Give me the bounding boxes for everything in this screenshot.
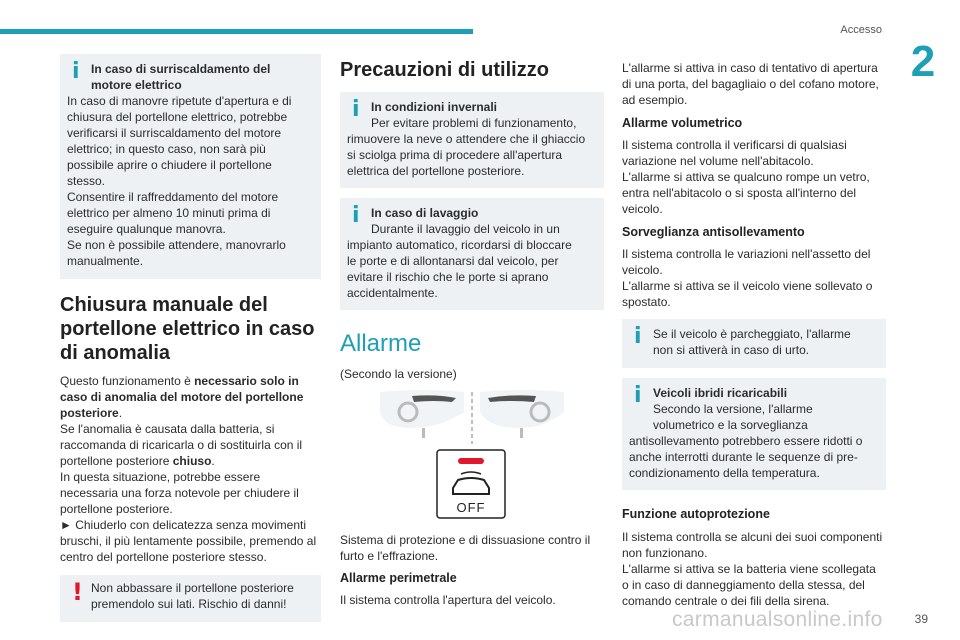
section-title: Accesso	[840, 24, 882, 36]
selfprotect-heading: Funzione autoprotezione	[622, 507, 770, 521]
overheat-line: elettrico; in questo caso, non sarà più	[67, 142, 266, 156]
info-icon: i	[634, 324, 642, 349]
winter-info-box: i In condizioni invernali Per evitare problemi di funzionamento, rimuovere la neve o attendere che il ghiaccio si sciolga prima di procedere all'apertura elettrica del portellone posteriore.	[340, 92, 604, 188]
chapter-number: 2	[910, 37, 936, 86]
alarm-heading: Allarme	[340, 330, 422, 357]
volumetric-heading: Allarme volumetrico	[622, 116, 743, 130]
alarm-illustration	[340, 388, 604, 524]
warning-icon: !	[72, 578, 83, 606]
overheat-line: chiusura del portellone elettrico, potrebbe	[67, 110, 288, 124]
overheat-line: elettrico per almeno 10 minuti prima di	[67, 206, 271, 220]
manual-close-body: Questo funzionamento è necessario solo in caso di anomalia del motore del portellone posteriore. Se l'anomalia è causata dalla batteria, si raccomanda di ricaricarla o di sostituirla con il portellone posteriore chiuso. In questa situazione, potrebbe essere necessaria una forza notevole per chiudere il portellone posteriore. ► Chiuderlo con delicatezza senza movimenti bruschi, il più lentamente possibile, premendo al centro del portellone posteriore stesso.	[60, 374, 317, 564]
watermark: carmanualsonline.info	[672, 608, 883, 631]
overheat-line: verificarsi il surriscaldamento del motore	[67, 126, 282, 140]
overheat-info-box	[60, 54, 321, 279]
perimeter-heading: Allarme perimetrale	[340, 571, 457, 585]
off-label: OFF	[456, 500, 486, 515]
warning-box: ! Non abbassare il portellone posteriore premendolo sui lati. Rischio di danni!	[60, 575, 321, 622]
column-3: L'allarme si attiva in caso di tentativo di apertura di una porta, del bagagliaio o del cofano motore, ad esempio. Allarme volumetrico Il sistema controlla il verificarsi di qualsiasi variazione nel volume nell'abitacolo. L'allarme si attiva se qualcuno rompe un vetro, entra nell'abitacolo o si sposta all'interno del veicolo. Sorveglianza antisollevamento Il sistema controlla le variazioni nell'assetto del veicolo. L'allarme si attiva se il veicolo viene sollevato o spostato. i Se il veicolo è parcheggiato, l'allarme non si attiverà in caso di urto. i Veicoli ibridi ricaricabili Secondo la versione, l'allarme volumetrico e la sorveglianza antisollevamento potrebbero essere ridotti o anche interrotti durante le sequenze di pre- condizionamento della temperatura. Funzione autoprotezione Il sistema controlla se alcuni dei suoi componenti non funzionano. L'allarme si attiva se la batteria viene scollegata o in caso di danneggiamento della stessa, del comando centrale o dei fili della sirena.	[622, 60, 886, 609]
overheat-line: In caso di manovre ripetute d'apertura e di	[67, 94, 292, 108]
alarm-caption-line: Sistema di protezione e di dissuasione contro il	[340, 533, 591, 547]
precautions-heading: Precauzioni di utilizzo	[340, 59, 549, 81]
alarm-off-button-icon	[437, 450, 505, 518]
overheat-line: stesso.	[67, 174, 106, 188]
overheat-line: Se non è possibile attendere, manovrarlo	[67, 238, 286, 252]
mirror-left-icon	[380, 390, 464, 438]
version-note: (Secondo la versione)	[340, 367, 457, 381]
hybrid-info-box: i Veicoli ibridi ricaricabili Secondo la versione, l'allarme volumetrico e la sorveglianza antisollevamento potrebbero essere ridotti o anche interrotti durante le sequenze di pre- condizionamento della temperatura.	[622, 378, 886, 490]
perimeter-text: Il sistema controlla l'apertura del veicolo.	[340, 593, 556, 607]
column-2	[340, 54, 604, 608]
overheat-line: manualmente.	[67, 254, 144, 268]
info-icon: i	[352, 97, 360, 122]
parked-info-box: i Se il veicolo è parcheggiato, l'allarme non si attiverà in caso di urto.	[622, 319, 886, 368]
alarm-figure	[340, 388, 604, 524]
overheat-title: In caso di surriscaldamento del motore elettrico	[91, 62, 271, 92]
alarm-caption-line: furto e l'effrazione.	[340, 549, 439, 563]
mirror-right-icon	[480, 390, 564, 438]
wash-info-box: i In caso di lavaggio Durante il lavaggio del veicolo in un impianto automatico, ricordarsi di bloccare le porte e di allontanarsi dal veicolo, per evitare il rischio che le porte si aprano accidentalmente.	[340, 198, 604, 310]
overheat-line: eseguire qualunque manovra.	[67, 222, 226, 236]
info-icon: i	[72, 59, 80, 84]
info-icon: i	[352, 203, 360, 228]
antilift-heading: Sorveglianza antisollevamento	[622, 225, 805, 239]
info-icon: i	[634, 383, 642, 408]
overheat-line: possibile aprire o chiudere il portellone	[67, 158, 272, 172]
overheat-line: Consentire il raffreddamento del motore	[67, 190, 279, 204]
column-1	[60, 54, 321, 622]
manual-close-heading: Chiusura manuale del portellone elettrico in caso di anomalia	[60, 294, 315, 364]
page-number: 39	[914, 612, 928, 626]
header-accent-bar	[0, 29, 473, 34]
